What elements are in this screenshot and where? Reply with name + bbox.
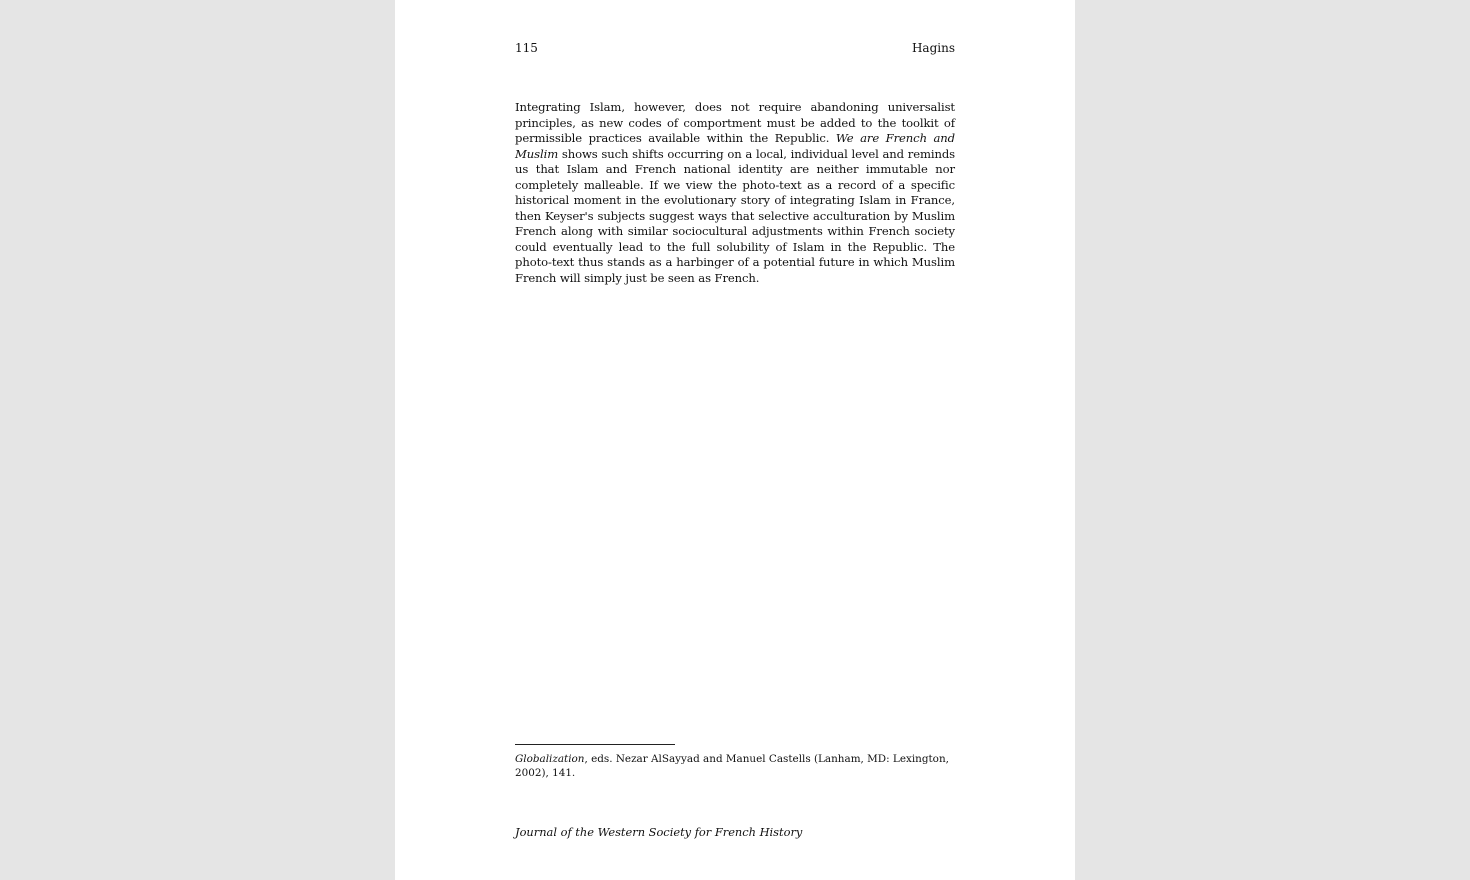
body-paragraph [515, 100, 955, 286]
running-head [515, 40, 955, 56]
paragraph-text-end: shows such shifts occurring on a local, individual level and reminds us that Islam and French national identity are neither immutable nor completely malleable. If we view the photo-text as a record of a specific historical moment in the evolutionary story of integrating Islam in France, then Keyser's subjects suggest ways that selective acculturation by Muslim French along with similar sociocultural adjustments within French society could eventually lead to the full solubility of Islam in the Republic. The photo-text thus stands as a harbinger of a potential future in which Muslim French will simply just be seen as French. [515, 146, 955, 285]
footnote-separator [515, 744, 675, 745]
footnote-text: , eds. Nezar AlSayyad and Manuel Castells (Lanham, MD: Lexington, 2002), 141. [515, 753, 949, 779]
work-title: We are French and Muslim [515, 131, 955, 161]
journal-title: Journal of the Western Society for French History [515, 825, 803, 839]
document-page [395, 0, 1075, 880]
footnote [515, 752, 955, 780]
page-number: 115 [515, 41, 538, 55]
paragraph-text-start: Integrating Islam, however, does not require abandoning universalist principles, as new codes of comportment must be added to the toolkit of permissible practices available within the Republic. [515, 100, 955, 145]
footnote-title: Globalization [515, 753, 585, 765]
author-name: Hagins [911, 41, 955, 55]
